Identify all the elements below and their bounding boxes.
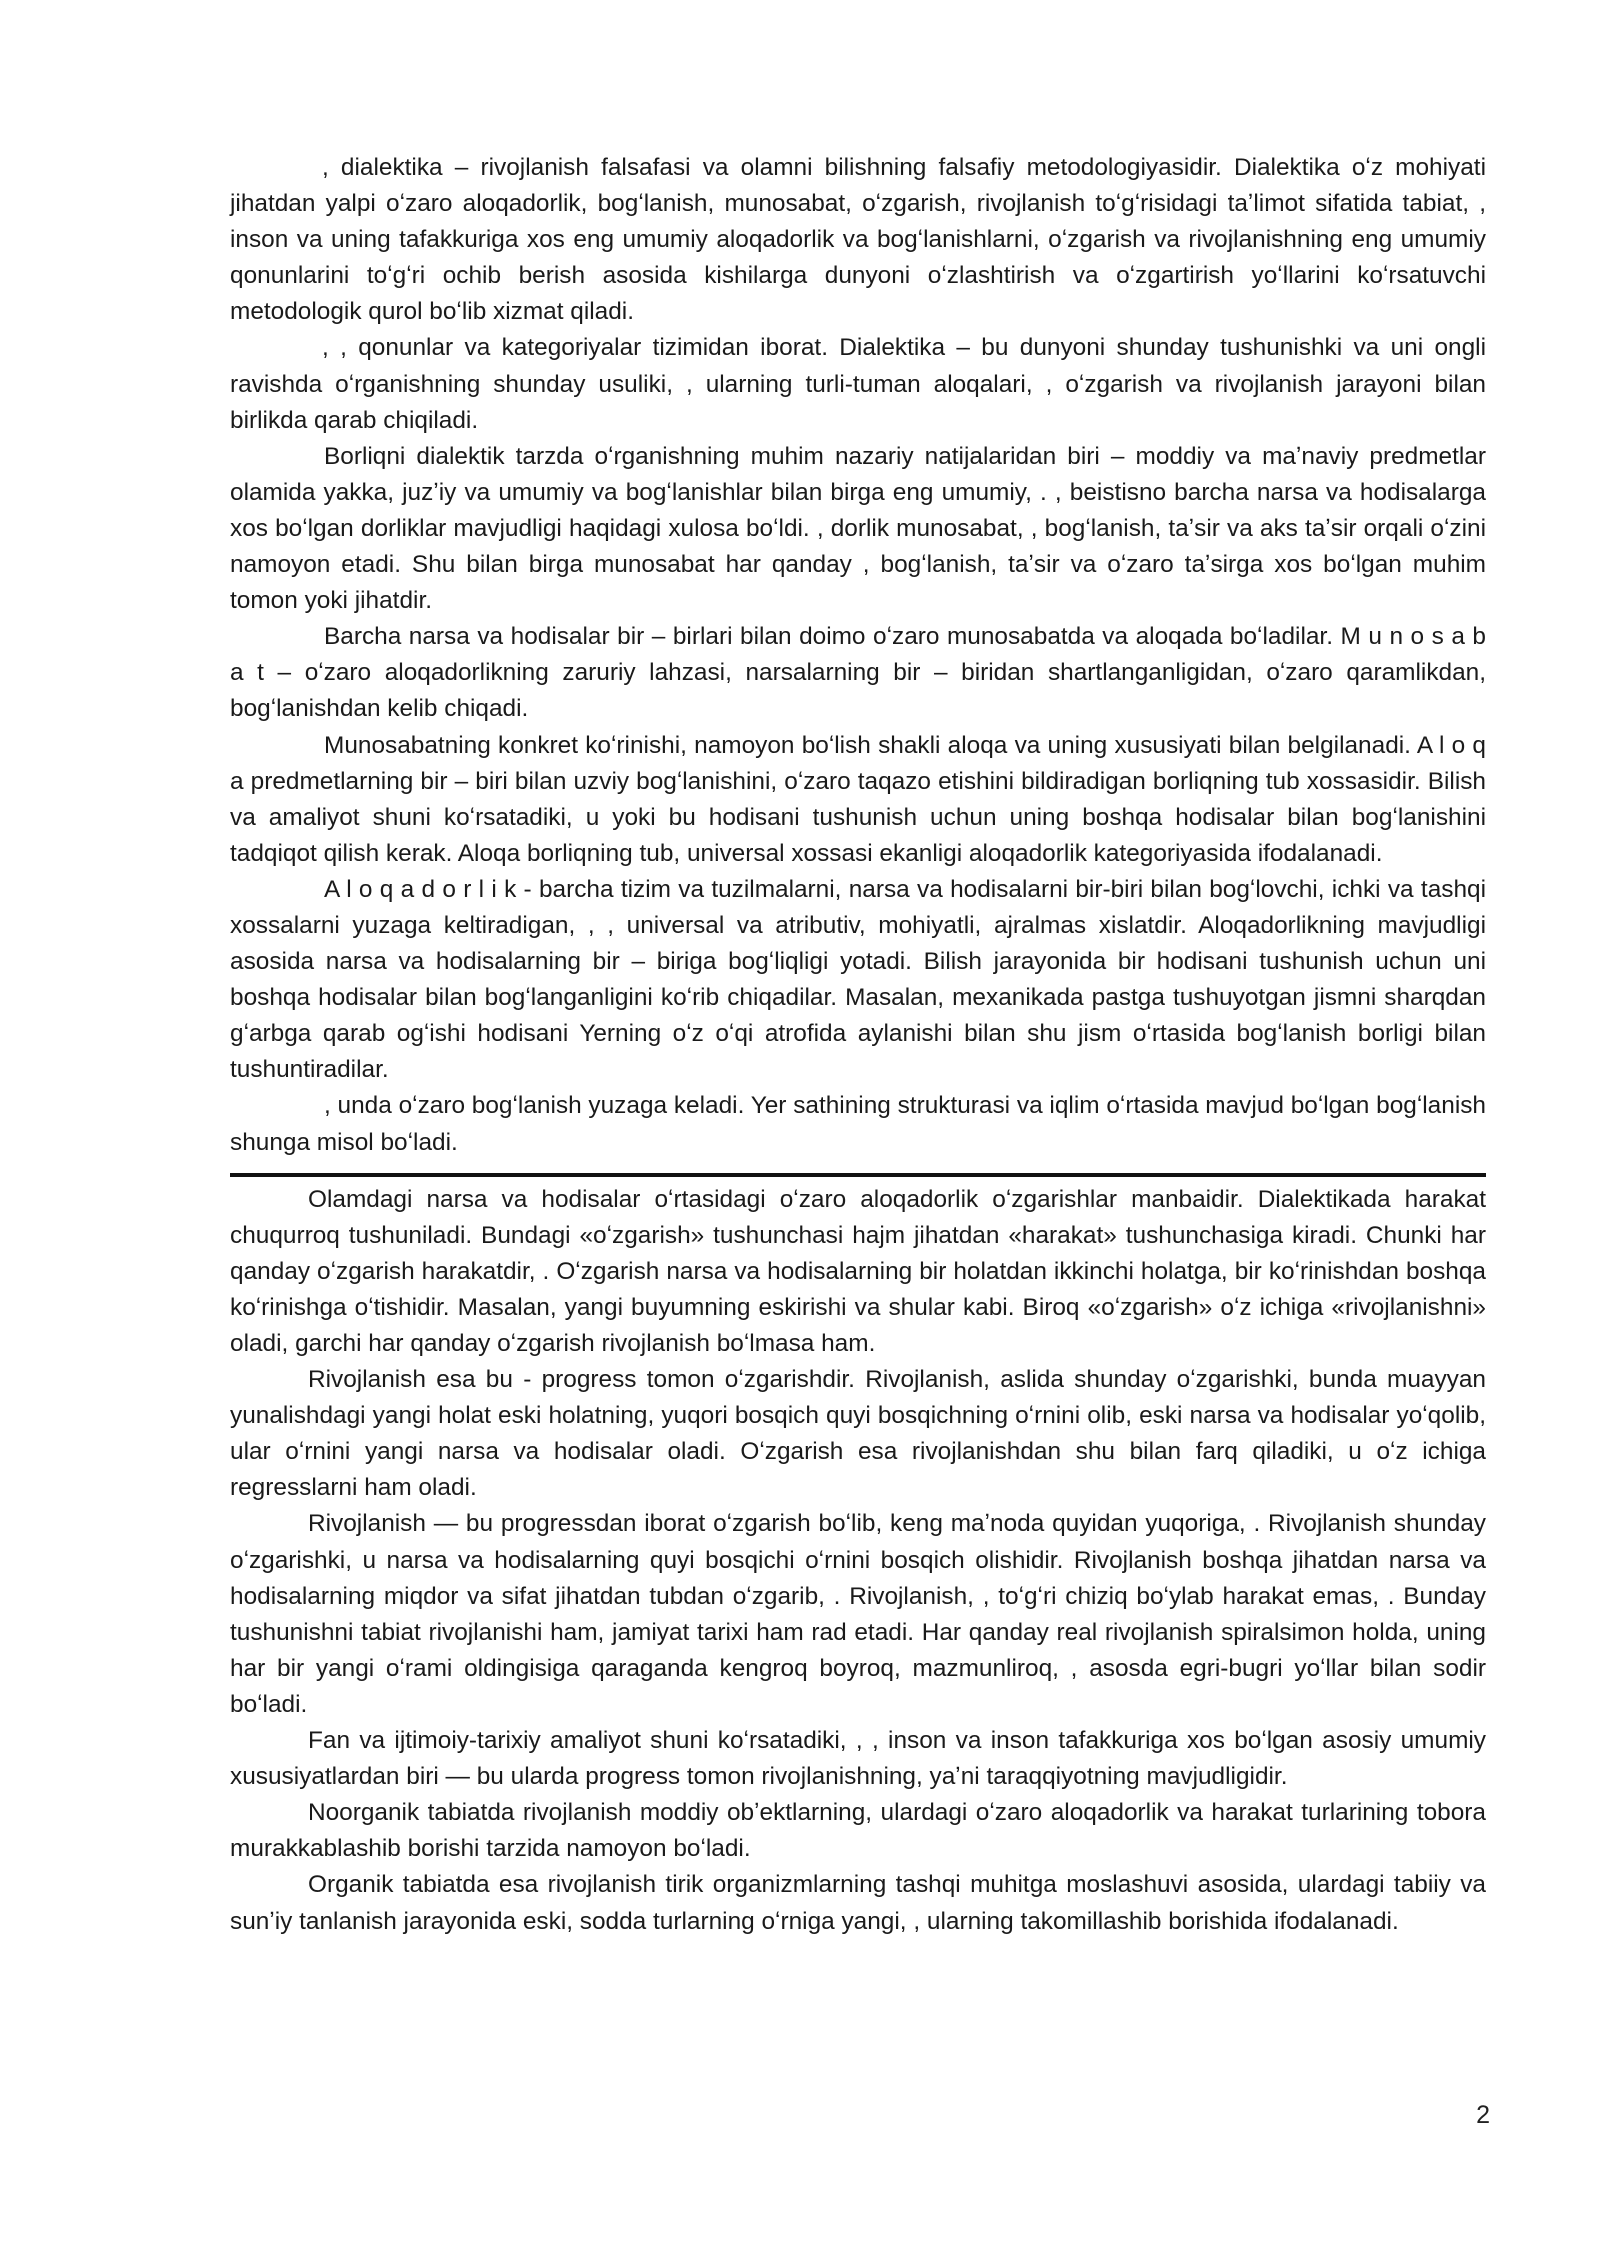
section-divider — [230, 1173, 1486, 1177]
paragraph: A l o q a d o r l i k - barcha tizim va tuzilmalarni, narsa va hodisalarni bir-biri bilan bogʻlovchi, ichki va tashqi xossalarni yuzaga keltiradigan, , , universal va atributiv, mohiyatli, ajralmas xislatdir. Aloqadorlikning mavjudligi asosida narsa va hodisalarning bir – biriga bogʻliqligi yotadi. Bilish jarayonida bir hodisani tushunish uchun uni boshqa hodisalar bilan bogʻlanganligini koʻrib chiqadilar. Masalan, mexanikada pastga tushuyotgan jismni sharqdan gʻarbga qarab ogʻishi hodisani Yerning oʻz oʻqi atrofida aylanishi bilan shu jism oʻrtasida bogʻlanish borligi bilan tushuntiradilar. — [230, 875, 1486, 1084]
paragraph: Organik tabiatda esa rivojlanish tirik organizmlarning tashqi muhitga moslashuvi asosida, ulardagi tabiiy va sunʼiy tanlanish jarayonida eski, sodda turlarning oʻrniga yangi, , ularning takomillashib borishida ifodalanadi. — [230, 1871, 1486, 1935]
paragraph: Olamdagi narsa va hodisalar oʻrtasidagi oʻzaro aloqadorlik oʻzgarishlar manbaidir. Dialektikada harakat chuqurroq tushuniladi. Bundagi «oʻzgarish» tushunchasi hajm jihatdan «harakat» tushunchasiga kiradi. Chunki har qanday oʻzgarish harakatdir, . Oʻzgarish narsa va hodisalarning bir holatdan ikkinchi holatga, bir koʻrinishdan boshqa koʻrinishga oʻtishidir. Masalan, yangi buyumning eskirishi va shular kabi. Biroq «oʻzgarish» oʻz ichiga «rivojlanishni» oladi, garchi har qanday oʻzgarish rivojlanish boʻlmasa ham. — [230, 1185, 1486, 1357]
paragraph: , unda oʻzaro bogʻlanish yuzaga keladi. Yer sathining strukturasi va iqlim oʻrtasida mavjud boʻlgan bogʻlanish shunga misol boʻladi. — [230, 1092, 1486, 1156]
paragraph: Munosabatning konkret koʻrinishi, namoyon boʻlish shakli aloqa va uning xususiyati bilan belgilanadi. A l o q a predmetlarning bir – biri bilan uzviy bogʻlanishini, oʻzaro taqazo etishini bildiradigan borliqning tub xossasidir. Bilish va amaliyot shuni koʻrsatadiki, u yoki bu hodisani tushunish uchun uning boshqa hodisalar bilan bogʻlanishini tadqiqot qilish kerak. Aloqa borliqning tub, universal xossasi ekanligi aloqadorlik kategoriyasida ifodalanadi. — [230, 731, 1486, 867]
paragraph: Rivojlanish — bu progressdan iborat oʻzgarish boʻlib, keng maʼnoda quyidan yuqoriga, . Rivojlanish shunday oʻzgarishki, u narsa va hodisalarning quyi bosqichi oʻrnini bosqich olishidir. Rivojlanish boshqa jihatdan narsa va hodisalarning miqdor va sifat jihatdan tubdan oʻzgarib, . Rivojlanish, , toʻgʻri chiziq boʻylab harakat emas, . Bunday tushunishni tabiat rivojlanishi ham, jamiyat tarixi ham rad etadi. Har qanday real rivojlanish spiralsimon holda, uning har bir yangi oʻrami oldingisiga qaraganda kengroq boyroq, mazmunliroq, , asosda egri-bugri yoʻllar bilan sodir boʻladi. — [230, 1510, 1486, 1718]
paragraph: Noorganik tabiatda rivojlanish moddiy obʼektlarning, ulardagi oʻzaro aloqadorlik va harakat turlarining tobora murakkablashib borishi tarzida namoyon boʻladi. — [230, 1799, 1486, 1863]
document-body — [230, 150, 1486, 1940]
paragraph: , , qonunlar va kategoriyalar tizimidan iborat. Dialektika – bu dunyoni shunday tushunishki va uni ongli ravishda oʻrganishning shunday usuliki, , ularning turli-tuman aloqalari, , oʻzgarish va rivojlanish jarayoni bilan birlikda qarab chiqiladi. — [230, 334, 1486, 434]
paragraph: , dialektika – rivojlanish falsafasi va olamni bilishning falsafiy metodologiyasidir. Dialektika oʻz mohiyati jihatdan yalpi oʻzaro aloqadorlik, bogʻlanish, munosabat, oʻzgarish, rivojlanish toʻgʻrisidagi taʼlimot sifatida tabiat, , inson va uning tafakkuriga xos eng umumiy aloqadorlik va bogʻlanishlarni, oʻzgarish va rivojlanishning eng umumiy qonunlarini toʻgʻri ochib berish asosida kishilarga dunyoni oʻzlashtirish va oʻzgartirish yoʻllarini koʻrsatuvchi metodologik qurol boʻlib xizmat qiladi. — [230, 154, 1486, 326]
paragraph: Barcha narsa va hodisalar bir – birlari bilan doimo oʻzaro munosabatda va aloqada boʻladilar. M u n o s a b a t – oʻzaro aloqadorlikning zaruriy lahzasi, narsalarning bir – biridan shartlanganligidan, oʻzaro qaramlikdan, bogʻlanishdan kelib chiqadi. — [230, 623, 1486, 723]
paragraph: Rivojlanish esa bu - progress tomon oʻzgarishdir. Rivojlanish, aslida shunday oʻzgarishki, bunda muayyan yunalishdagi yangi holat eski holatning, yuqori bosqich quyi bosqichning oʻrnini olib, eski narsa va hodisalar yoʻqolib, ular oʻrnini yangi narsa va hodisalar oladi. Oʻzgarish esa rivojlanishdan shu bilan farq qiladiki, u oʻz ichiga regresslarni ham oladi. — [230, 1366, 1486, 1502]
page-number: 2 — [1476, 2101, 1490, 2129]
paragraph: Fan va ijtimoiy-tarixiy amaliyot shuni koʻrsatadiki, , , inson va inson tafakkuriga xos boʻlgan asosiy umumiy xususiyatlardan biri — bu ularda progress tomon rivojlanishning, yaʼni taraqqiyotning mavjudligidir. — [230, 1727, 1486, 1791]
paragraph: Borliqni dialektik tarzda oʻrganishning muhim nazariy natijalaridan biri – moddiy va maʼnaviy predmetlar olamida yakka, juzʼiy va umumiy va bogʻlanishlar bilan birga eng umumiy, . , beistisno barcha narsa va hodisalarga xos boʻlgan dorliklar mavjudligi haqidagi xulosa boʻldi. , dorlik munosabat, , bogʻlanish, taʼsir va aks taʼsir orqali oʻzini namoyon etadi. Shu bilan birga munosabat har qanday , bogʻlanish, taʼsir va oʻzaro taʼsirga xos boʻlgan muhim tomon yoki jihatdir. — [230, 442, 1486, 615]
